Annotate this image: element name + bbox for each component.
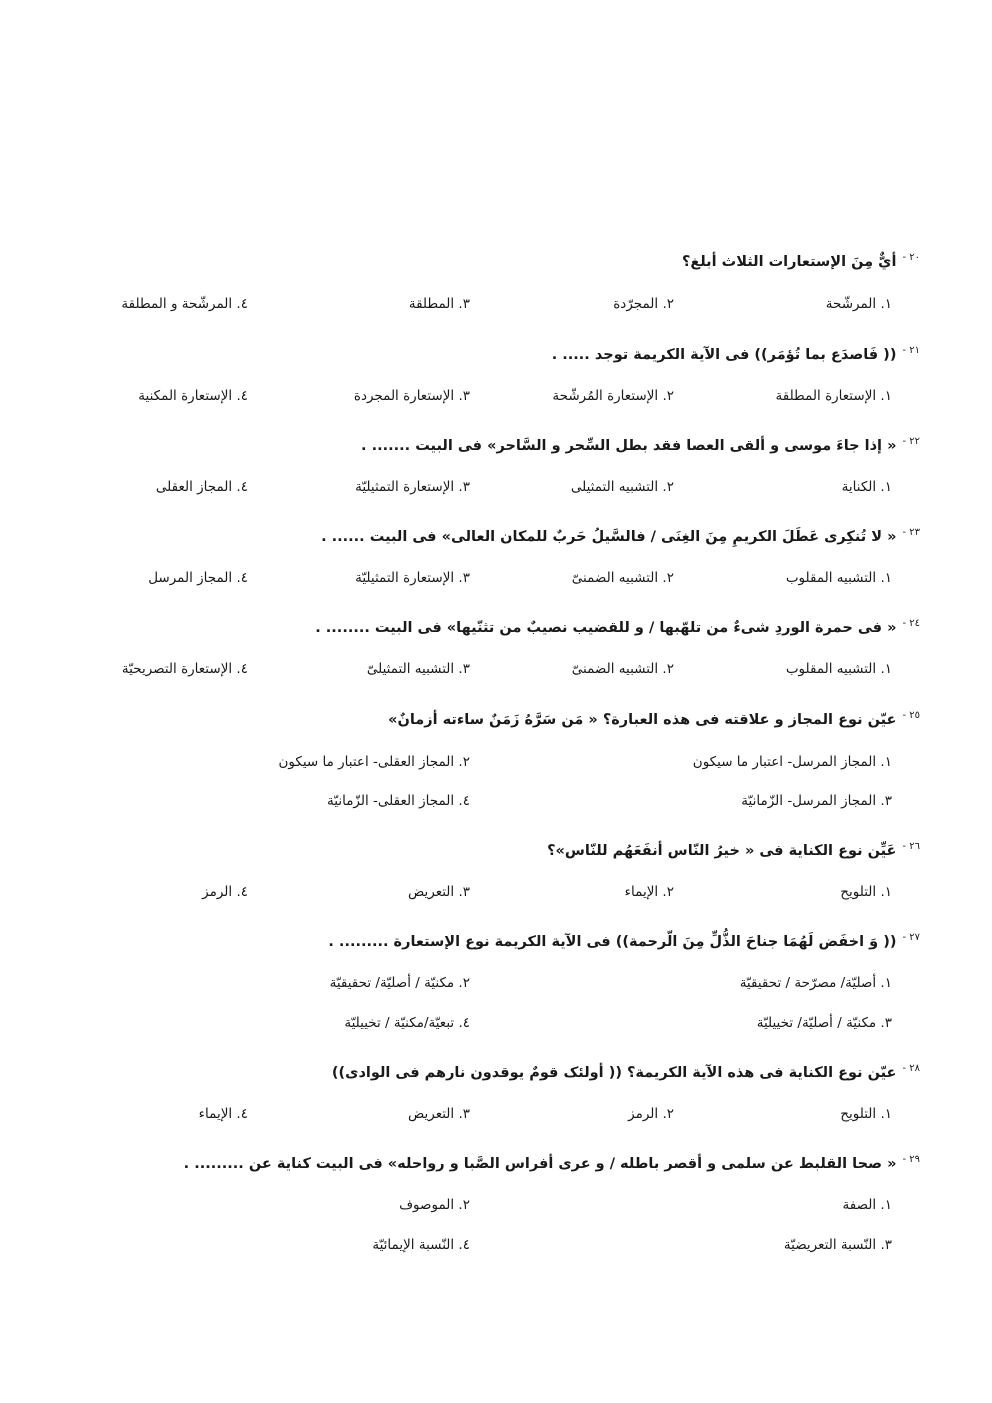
option-3[interactable]: ٣. الإستعارة المجردة xyxy=(353,388,470,404)
option-4[interactable]: ٤. المجاز المرسل xyxy=(148,570,248,586)
option-4[interactable]: ٤. الرمز xyxy=(202,884,248,900)
option-1[interactable]: ١. الصفة xyxy=(842,1197,892,1213)
option-3[interactable]: ٣. التعریض xyxy=(407,884,470,900)
question-text: « فی حمرة الوردِ شیءٌ من تلهّبها / و للقضیب نصیبٌ من تثنّیها» فی البیت ........ . xyxy=(315,619,897,636)
question-number: ٢٨ - xyxy=(902,1063,920,1074)
option-2[interactable]: ٢. التشبیه الضمنیّ xyxy=(571,570,674,586)
option-3[interactable]: ٣. النّسبة التعریضیّة xyxy=(783,1237,892,1253)
question-25 xyxy=(60,710,920,728)
option-4[interactable]: ٤. النّسبة الإیمائیّة xyxy=(372,1237,470,1253)
option-1[interactable]: ١. الکنایة xyxy=(841,479,892,495)
option-1[interactable]: ١. التشبیه المقلوب xyxy=(785,570,892,586)
option-3[interactable]: ٣. التعریض xyxy=(407,1106,470,1122)
question-27 xyxy=(60,932,920,950)
question-text: عَیِّن نوع الکنایة فی « خیرُ النّاس أنفَعَهُم للنّاس»؟ xyxy=(547,842,897,859)
option-3[interactable]: ٣. الإستعارة التمثیلیّة xyxy=(355,570,470,586)
question-20 xyxy=(60,252,920,270)
option-4[interactable]: ٤. تبعیّة/مکنیّة / تخییلیّة xyxy=(344,1015,470,1031)
question-text: « لا تُنکِری عَطَلَ الکریمِ مِنَ الغِنَی / فالسَّیلُ حَربٌ للمکان العالی» فی البیت ...... . xyxy=(321,528,897,545)
option-2[interactable]: ٢. مکنیّة / أصلیّة/ تحقیقیّة xyxy=(329,975,470,991)
question-text: « إذا جاءَ موسی و ألقی العصا فقد بطل السِّحر و السَّاحر» فی البیت ....... . xyxy=(361,437,897,454)
option-2[interactable]: ٢. الإستعارة المُرشّحة xyxy=(552,388,674,404)
question-28 xyxy=(60,1063,920,1081)
option-2[interactable]: ٢. التشبیه الضمنیّ xyxy=(571,661,674,677)
option-4[interactable]: ٤. المجاز العقلی- الزّمانیّة xyxy=(327,793,470,809)
question-23 xyxy=(60,527,920,545)
option-1[interactable]: ١. التلویح xyxy=(840,884,892,900)
question-number: ٢٤ - xyxy=(902,618,920,629)
option-4[interactable]: ٤. الإستعارة التصریحیّة xyxy=(121,661,248,677)
question-number: ٢٩ - xyxy=(902,1154,920,1165)
question-text: (( فَاصدَع بما تُؤمَر)) فی الآیة الکریمة توجد ..... . xyxy=(551,346,897,363)
question-text: (( وَ اخفَض لَهُمَا جناحَ الذُّلِّ مِنَ الّرحمة)) فی الآیة الکریمة نوع الإستعارة ......... . xyxy=(328,933,897,950)
question-number: ٢٢ - xyxy=(902,436,920,447)
option-3[interactable]: ٣. المطلقة xyxy=(408,296,470,312)
question-number: ٢٣ - xyxy=(902,527,920,538)
question-text: « صحا القلبط عن سلمی و أقصر باطله / و عری أفراس الصَّبا و رواحله» فی البیت کنایة عن ......... . xyxy=(183,1155,897,1172)
option-1[interactable]: ١. أصلیّة/ مصرّحة / تحقیقیّة xyxy=(739,975,892,991)
option-1[interactable]: ١. المرشّحة xyxy=(825,296,892,312)
option-2[interactable]: ٢. المجرّدة xyxy=(613,296,674,312)
question-text: عیّن نوع المجاز و علاقته فی هذه العبارة؟ « مَن سَرَّهُ زَمَنٌ ساءته أزمانٌ» xyxy=(388,711,897,728)
question-29 xyxy=(60,1154,920,1172)
question-number: ٢٠ - xyxy=(902,252,920,263)
option-1[interactable]: ١. التشبیه المقلوب xyxy=(785,661,892,677)
option-2[interactable]: ٢. الموصوف xyxy=(399,1197,470,1213)
question-21 xyxy=(60,345,920,363)
option-2[interactable]: ٢. الرمز xyxy=(628,1106,674,1122)
question-24 xyxy=(60,618,920,636)
question-number: ٢٦ - xyxy=(902,841,920,852)
option-1[interactable]: ١. الإستعارة المطلقة xyxy=(775,388,892,404)
option-3[interactable]: ٣. التشبیه التمثیلیّ xyxy=(366,661,470,677)
question-number: ٢٥ - xyxy=(902,710,920,721)
question-number: ٢٧ - xyxy=(902,932,920,943)
question-26 xyxy=(60,841,920,859)
option-3[interactable]: ٣. الإستعارة التمثیلیّة xyxy=(355,479,470,495)
option-4[interactable]: ٤. المرشّحة و المطلقة xyxy=(121,296,248,312)
question-22 xyxy=(60,436,920,454)
question-text: أيٌّ مِنَ الإستعارات الثلاث أبلغ؟ xyxy=(681,253,897,270)
option-2[interactable]: ٢. الإیماء xyxy=(624,884,674,900)
option-3[interactable]: ٣. مکنیّة / أصلیّة/ تخییلیّة xyxy=(756,1015,892,1031)
option-2[interactable]: ٢. المجاز العقلی- اعتبار ما سیکون xyxy=(278,754,470,770)
option-4[interactable]: ٤. الإیماء xyxy=(198,1106,248,1122)
option-4[interactable]: ٤. الإستعارة المکنیة xyxy=(138,388,248,404)
option-1[interactable]: ١. المجاز المرسل- اعتبار ما سیکون xyxy=(692,754,892,770)
question-text: عیّن نوع الکنایة فی هذه الآیة الکریمة؟ (( أولئک قومٌ یوقدون نارهم فی الوادی)) xyxy=(331,1064,897,1081)
question-number: ٢١ - xyxy=(902,345,920,356)
option-3[interactable]: ٣. المجاز المرسل- الزّمانیّة xyxy=(741,793,892,809)
option-4[interactable]: ٤. المجاز العقلی xyxy=(155,479,248,495)
option-1[interactable]: ١. التلویح xyxy=(840,1106,892,1122)
option-2[interactable]: ٢. التشبیه التمثیلی xyxy=(570,479,674,495)
